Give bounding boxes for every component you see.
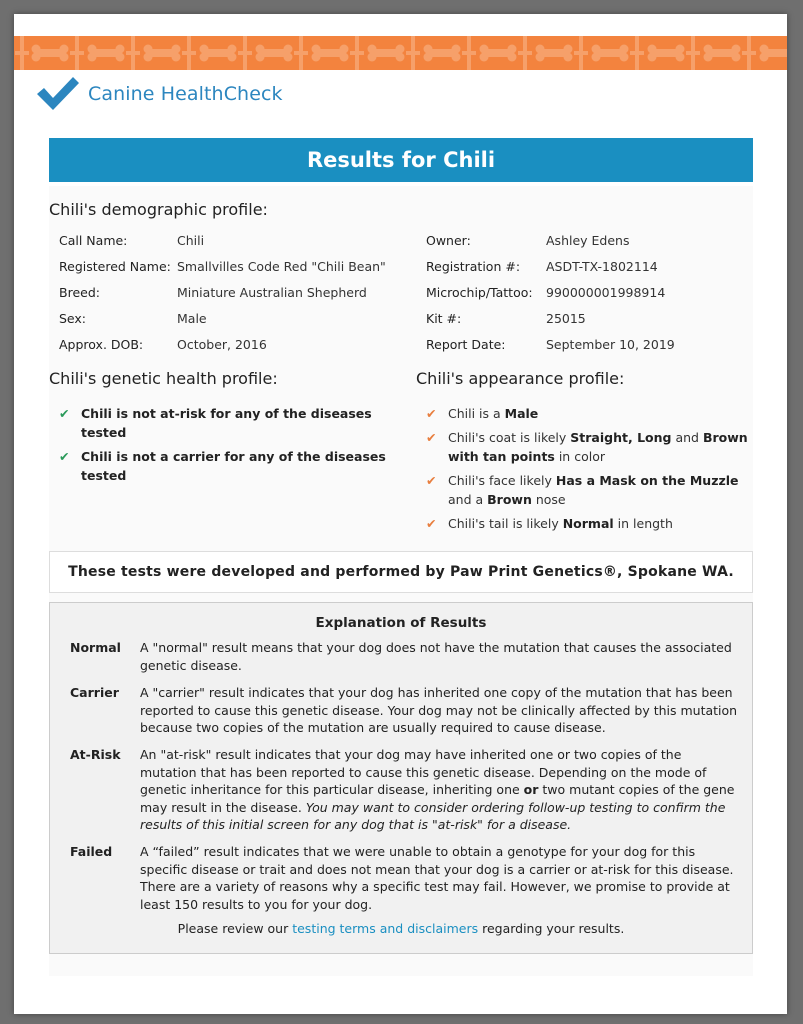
field-value: Chili: [177, 233, 205, 248]
developer-note: These tests were developed and performed by Paw Print Genetics®, Spokane WA.: [49, 551, 753, 593]
field-value: 25015: [546, 311, 586, 326]
report-page: [14, 14, 787, 1014]
list-item: ✔ Chili is a Male: [426, 406, 539, 421]
field-value: Ashley Edens: [546, 233, 630, 248]
explanation-box: [49, 602, 753, 954]
field-value: ASDT-TX-1802114: [546, 259, 658, 274]
review-note: Please review our testing terms and disclaimers regarding your results.: [177, 921, 625, 936]
demographic-heading: Chili's demographic profile:: [49, 200, 268, 219]
check-icon: ✔: [426, 473, 437, 488]
list-item: ✔ Chili's tail is likely Normal in length: [426, 516, 673, 531]
field-value: 990000001998914: [546, 285, 666, 300]
field-label: Approx. DOB:: [59, 337, 144, 352]
field-label: Call Name:: [59, 233, 128, 248]
field-value: September 10, 2019: [546, 337, 675, 352]
check-icon: ✔: [59, 449, 70, 464]
definition-normal: A "normal" result means that your dog does not have the mutation that causes the associated genetic disease.: [140, 640, 732, 673]
appearance-list: [426, 404, 748, 533]
list-item: ✔ Chili's coat is likely Straight, Long and Brown with tan points in color: [426, 430, 748, 464]
field-label: Breed:: [59, 285, 100, 300]
explanation-title: Explanation of Results: [315, 615, 487, 631]
results-banner: Results for Chili: [49, 138, 753, 182]
check-icon: ✔: [59, 406, 70, 421]
check-icon: ✔: [426, 430, 437, 445]
list-item: ✔ Chili is not a carrier for any of the diseases tested: [59, 449, 386, 483]
field-label: Registration #:: [426, 259, 521, 274]
list-item: ✔ Chili's face likely Has a Mask on the Muzzle and a Brown nose: [426, 473, 739, 507]
field-label: Microchip/Tattoo:: [426, 285, 533, 300]
field-label: Registered Name:: [59, 259, 171, 274]
check-icon: ✔: [426, 406, 437, 421]
list-item: ✔ Chili is not at-risk for any of the diseases tested: [59, 406, 372, 440]
check-icon: ✔: [426, 516, 437, 531]
appearance-heading: Chili's appearance profile:: [416, 369, 625, 388]
field-value: Smallvilles Code Red "Chili Bean": [177, 259, 386, 274]
term-normal: Normal: [70, 640, 121, 655]
genetic-heading: Chili's genetic health profile:: [49, 369, 278, 388]
field-label: Report Date:: [426, 337, 506, 352]
field-value: Male: [177, 311, 207, 326]
definition-at-risk: An "at-risk" result indicates that your dog may have inherited one or two copies of the mutation that has been reported to cause this genetic disease. Depending on the mode of genetic inheritance for this particular disease, inheriting one or two mutant copies of the gene may result in the disease. You may want to consider ordering follow-up testing to confirm the results of this initial screen for any dog that is "at-risk" for a disease.: [140, 747, 735, 832]
bone-pattern-band: [14, 36, 787, 70]
term-failed: Failed: [70, 844, 113, 859]
field-label: Kit #:: [426, 311, 462, 326]
brand-logo: [34, 74, 283, 114]
definition-carrier: A "carrier" result indicates that your dog has inherited one copy of the mutation that has been reported to cause this genetic disease. Your dog may not be clinically affected by this mutation because two copies of the mutation are usually required to cause disease.: [140, 685, 738, 735]
genetic-list: [59, 404, 389, 485]
term-at-risk: At-Risk: [70, 747, 121, 762]
field-label: Sex:: [59, 311, 87, 326]
definition-failed: A “failed” result indicates that we were unable to obtain a genotype for your dog for this specific disease or trait and does not mean that your dog is a carrier or at-risk for this disease. There are a variety of reasons why a specific test may fail. However, we promise to provide at least 150 results to you for your dog.: [140, 844, 734, 912]
brand-name: Canine HealthCheck: [88, 83, 283, 105]
field-value: Miniature Australian Shepherd: [177, 285, 367, 300]
bone-pattern: [14, 36, 787, 70]
term-carrier: Carrier: [70, 685, 119, 700]
checkmark-logo-icon: [34, 74, 80, 114]
testing-terms-link[interactable]: testing terms and disclaimers: [292, 921, 479, 936]
field-label: Owner:: [426, 233, 471, 248]
field-value: October, 2016: [177, 337, 267, 352]
